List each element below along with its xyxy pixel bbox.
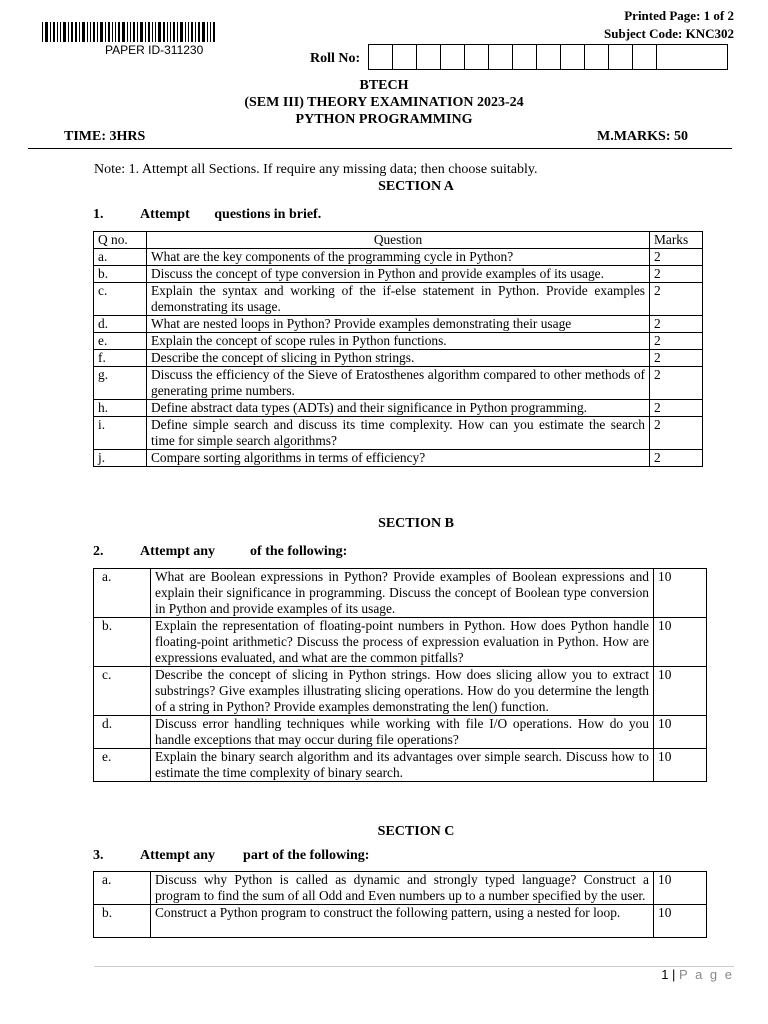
row-marks: 10 (654, 716, 707, 749)
row-marks: 2 (650, 450, 703, 467)
paper-id: PAPER ID-311230 (105, 43, 204, 57)
row-marks: 10 (654, 749, 707, 782)
table-row (94, 667, 707, 716)
table-row (94, 367, 703, 400)
row-question: Discuss error handling techniques while working with file I/O operations. How do you handle exceptions that may occur during file operations? (151, 716, 654, 749)
table-row (94, 333, 703, 350)
row-question: What are Boolean expressions in Python? Provide examples of Boolean expressions and explain their significance in programming. Discuss the concept of Boolean type conversion in Python and provide examples of its usage. (151, 569, 654, 618)
row-question: Explain the representation of floating-point numbers in Python. How does Python handle floating-point arithmetic? Discuss the process of expression evaluation in Python. How are expressions evaluated, and what are the common pitfalls? (151, 618, 654, 667)
table-row (94, 716, 707, 749)
row-question: Define abstract data types (ADTs) and their significance in Python programming. (147, 400, 650, 417)
row-marks: 2 (650, 283, 703, 316)
row-marks: 10 (654, 905, 707, 938)
table-row (94, 450, 703, 467)
table-row (94, 316, 703, 333)
row-qno: a. (94, 249, 147, 266)
table-row (94, 400, 703, 417)
section-a-heading (93, 207, 321, 223)
section-c-table (93, 871, 707, 938)
row-question: Define simple search and discuss its time complexity. How can you estimate the search time for simple search algorithms? (147, 417, 650, 450)
row-qno: d. (94, 716, 151, 749)
question-number: 3. (93, 848, 104, 863)
row-question: Explain the binary search algorithm and its advantages over simple search. Discuss how to estimate the time complexity of binary search. (151, 749, 654, 782)
row-qno: f. (94, 350, 147, 367)
row-marks: 2 (650, 266, 703, 283)
roll-no-label: Roll No: (310, 51, 361, 66)
row-question: Describe the concept of slicing in Python strings. How does slicing allow you to extract substrings? Give examples illustrating slicing operations. How do you determine the length of a string in Python? Provide examples demonstrating the len() function. (151, 667, 654, 716)
row-qno: b. (94, 618, 151, 667)
row-qno: b. (94, 266, 147, 283)
row-marks: 2 (650, 350, 703, 367)
program-title: BTECH (359, 78, 409, 93)
max-marks: M.MARKS: 50 (597, 129, 688, 144)
row-marks: 2 (650, 367, 703, 400)
row-question: Construct a Python program to construct the following pattern, using a nested for loop. (151, 905, 654, 938)
col-marks: Marks (650, 232, 703, 249)
row-question: Compare sorting algorithms in terms of efficiency? (147, 450, 650, 467)
row-qno: a. (94, 872, 151, 905)
table-header-row (94, 232, 703, 249)
row-qno: c. (94, 283, 147, 316)
row-qno: j. (94, 450, 147, 467)
row-question: Discuss the concept of type conversion in Python and provide examples of its usage. (147, 266, 650, 283)
printed-page: Printed Page: 1 of 2 (624, 8, 734, 23)
col-question: Question (147, 232, 650, 249)
note: Note: 1. Attempt all Sections. If require any missing data; then choose suitably. (94, 162, 538, 177)
row-question: Discuss the efficiency of the Sieve of Eratosthenes algorithm compared to other methods of generating prime numbers. (147, 367, 650, 400)
page-footer (661, 967, 734, 982)
row-question: Explain the concept of scope rules in Python functions. (147, 333, 650, 350)
row-marks: 2 (650, 417, 703, 450)
footer-rule (94, 966, 734, 967)
table-row (94, 283, 703, 316)
row-qno: e. (94, 333, 147, 350)
table-row (94, 872, 707, 905)
row-question: What are the key components of the programming cycle in Python? (147, 249, 650, 266)
question-instruction: Attempt any of the following: (140, 544, 348, 559)
row-qno: i. (94, 417, 147, 450)
row-qno: d. (94, 316, 147, 333)
row-qno: h. (94, 400, 147, 417)
row-qno: g. (94, 367, 147, 400)
question-number: 2. (93, 544, 104, 559)
table-row (94, 249, 703, 266)
exam-time: TIME: 3HRS (64, 129, 146, 144)
row-marks: 10 (654, 667, 707, 716)
table-row (94, 749, 707, 782)
section-b-table (93, 568, 707, 782)
page-number: 1 | (661, 967, 676, 982)
section-b-heading (93, 544, 347, 560)
row-qno: a. (94, 569, 151, 618)
header-rule (28, 148, 732, 149)
question-number: 1. (93, 207, 104, 222)
row-marks: 2 (650, 333, 703, 350)
row-marks: 10 (654, 618, 707, 667)
row-question: Describe the concept of slicing in Python strings. (147, 350, 650, 367)
row-qno: c. (94, 667, 151, 716)
table-row (94, 569, 707, 618)
barcode (42, 22, 272, 42)
table-row (94, 350, 703, 367)
row-marks: 2 (650, 400, 703, 417)
row-marks: 10 (654, 872, 707, 905)
table-row (94, 417, 703, 450)
roll-no-boxes (368, 44, 728, 70)
row-question: Discuss why Python is called as dynamic and strongly typed language? Construct a program to find the sum of all Odd and Even numbers up to a number specified by the user. (151, 872, 654, 905)
col-qno: Q no. (94, 232, 147, 249)
table-row (94, 905, 707, 938)
subject-code: Subject Code: KNC302 (604, 26, 734, 41)
section-b-title: SECTION B (378, 516, 454, 531)
section-c-title: SECTION C (377, 824, 455, 839)
page-word: P a g e (679, 967, 734, 982)
subject-title: PYTHON PROGRAMMING (295, 112, 473, 127)
question-instruction: Attempt any part of the following: (140, 848, 370, 863)
section-a-title: SECTION A (378, 179, 454, 194)
row-question: What are nested loops in Python? Provide examples demonstrating their usage (147, 316, 650, 333)
row-marks: 10 (654, 569, 707, 618)
section-c-heading (93, 848, 369, 864)
row-qno: b. (94, 905, 151, 938)
table-row (94, 266, 703, 283)
table-row (94, 618, 707, 667)
question-instruction: Attempt questions in brief. (140, 207, 322, 222)
row-question: Explain the syntax and working of the if-else statement in Python. Provide examples demonstrating its usage. (147, 283, 650, 316)
section-a-table (93, 231, 703, 467)
row-marks: 2 (650, 249, 703, 266)
exam-title: (SEM III) THEORY EXAMINATION 2023-24 (244, 95, 524, 110)
row-qno: e. (94, 749, 151, 782)
row-marks: 2 (650, 316, 703, 333)
